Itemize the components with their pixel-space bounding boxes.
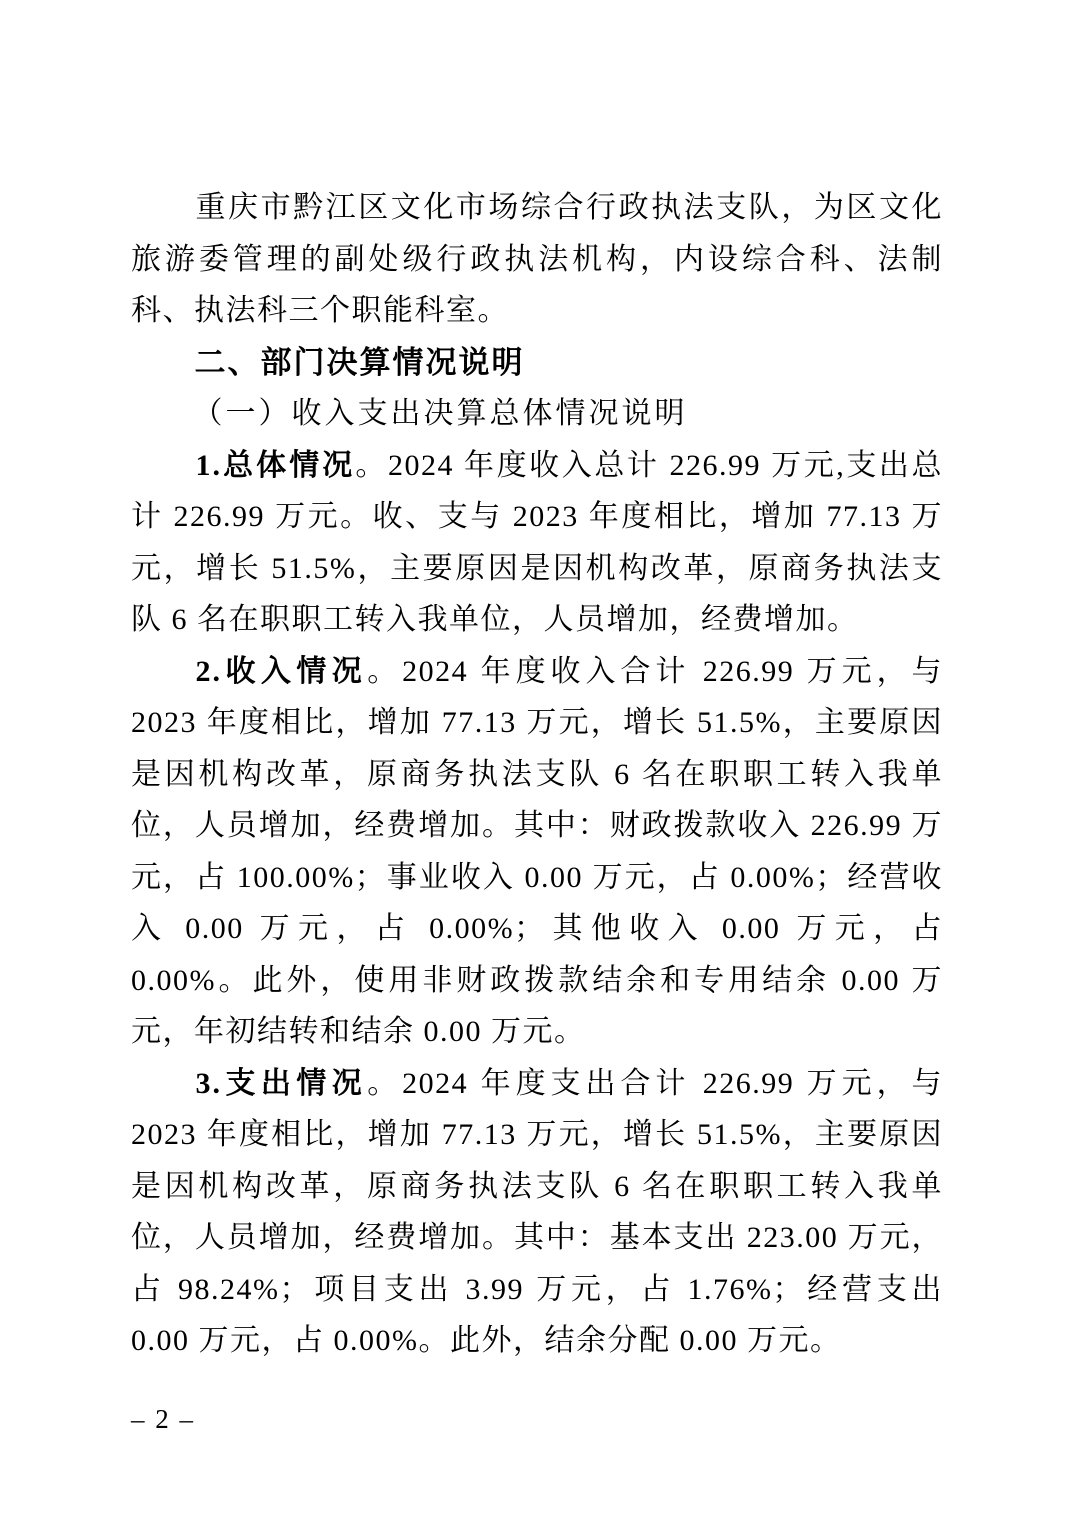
paragraph-income-text: 。2024 年度收入合计 226.99 万元，与 2023 年度相比，增加 77.13 万元，增长 51.5%，主要原因是因机构改革，原商务执法支队 6 名在职职工转入我单位，人员增加，经费增加。其中：财政拨款收入 226.99 万元，占 100.00%；事业收入 0.00 万元，占 0.00%；经营收入 0.00 万元，占 0.00%；其他收入 0.00 万元，占 0.00%。此外，使用非财政拨款结余和专用结余 0.00 万元，年初结转和结余 0.00 万元。 <box>131 654 944 1048</box>
intro-paragraph: 重庆市黔江区文化市场综合行政执法支队，为区文化旅游委管理的副处级行政执法机构，内设综合科、法制科、执法科三个职能科室。 <box>131 191 943 327</box>
subsection-heading: （一）收入支出决算总体情况说明 <box>192 397 688 430</box>
paragraph-expenditure-lead: 3.支出情况 <box>195 1066 368 1100</box>
document-body <box>131 182 943 1367</box>
section-heading: 二、部门决算情况说明 <box>194 344 525 380</box>
page-footer <box>131 1404 195 1435</box>
paragraph-overall-lead: 1.总体情况 <box>195 448 356 482</box>
paragraph-income-lead: 2.收入情况 <box>195 654 368 688</box>
paragraph-income-situation <box>131 646 943 1058</box>
paragraph-expenditure-text: 。2024 年度支出合计 226.99 万元，与 2023 年度相比，增加 77.13 万元，增长 51.5%，主要原因是因机构改革，原商务执法支队 6 名在职职工转入我单位，人员增加，经费增加。其中：基本支出 223.00 万元，占 98.24%；项目支出 3.99 万元，占 1.76%；经营支出 0.00 万元，占 0.00%。此外，结余分配 0.00 万元。 <box>131 1066 944 1357</box>
paragraph-overall-text: 。2024 年度收入总计 226.99 万元,支出总计 226.99 万元。收、支与 2023 年度相比，增加 77.13 万元，增长 51.5%，主要原因是因机构改革，原商务执法支队 6 名在职职工转入我单位，人员增加，经费增加。 <box>131 448 943 636</box>
paragraph-overall-situation <box>131 440 943 646</box>
paragraph-expenditure-situation <box>131 1058 943 1367</box>
page-number: – 2 – <box>131 1404 195 1434</box>
